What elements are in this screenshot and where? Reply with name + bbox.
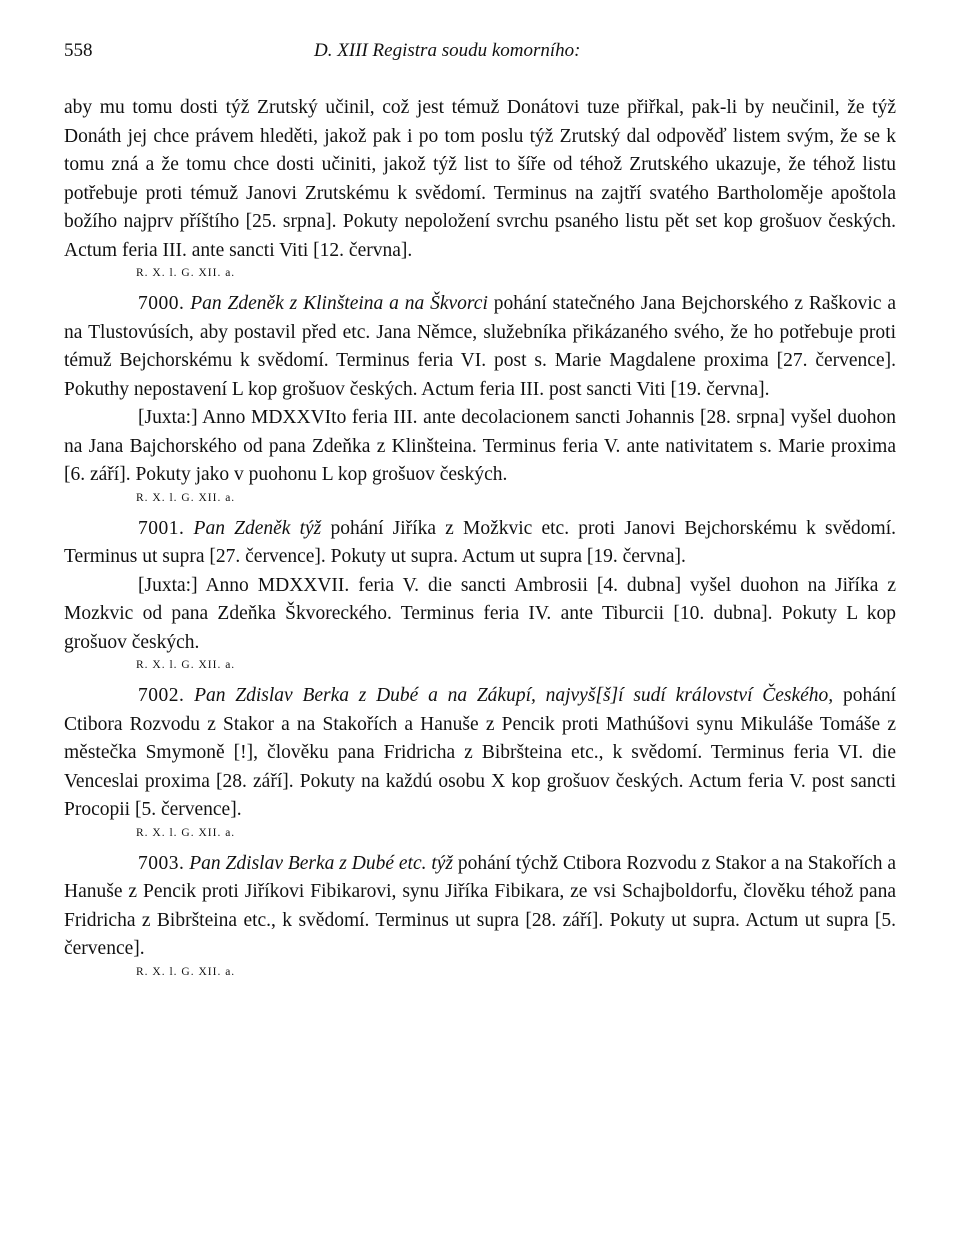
record-signature: R. X. l. G. XII. a. [136, 826, 236, 839]
paragraph-text: [Juxta:] Anno MDXXVII. feria V. die sancti Ambrosii [4. dubna] vyšel duohon na Jiříka z Mozkvic od pana Zdeňka Škvoreckého. Terminus feria IV. ante Tiburcii [10. dubna]. Pokuty L kop grošuov českých. [64, 574, 896, 653]
entry-7001 [64, 515, 896, 572]
entry-number: 7002. [138, 685, 185, 706]
entry-number: 7000. [138, 293, 185, 314]
entry-lead: Pan Zdeněk týž [193, 517, 322, 539]
running-head [64, 40, 896, 74]
entry-text: pohání Jiříka z Možkvic etc. proti Janovi Bejchorskému k svědomí. Terminus ut supra [27. července]. Pokuty ut supra. Actum ut supra [19. června]. [64, 517, 896, 567]
entry-7003 [64, 850, 896, 964]
entry-text: pohání Ctibora Rozvodu z Stakor a na Stakořích a Hanuše z Pencik proti Mathúšovi synu Mikuláše Tomáše z městečka Smymoně [!], člověku pana Fridricha z Bibršteina etc., k svědomí. Terminus feria VI. die Venceslai proxima [28. září]. Pokuty na každú osobu X kop grošuov českých. Actum feria V. post sancti Procopii [5. července]. [64, 685, 897, 820]
record-signature: R. X. l. G. XII. a. [136, 659, 236, 671]
juxta-note [64, 572, 896, 658]
paragraph-text: [Juxta:] Anno MDXXVIto feria III. ante decolacionem sancti Johannis [28. srpna] vyšel duohon na Jana Bajchorského od pana Zdeňka z Klinšteina. Terminus feria V. ante nativitatem s. Marie proxima [6. září]. Pokuty jako v puohonu L kop grošuov českých. [64, 407, 896, 485]
paragraph-text: aby mu tomu dosti týž Zrutský učinil, což jest témuž Donátovi tuze přiřkal, pak-li by neučinil, že týž Donáth jej chce právem hleděti, jakož pak i po tom poslu týž Zrutský dal odpověď listem svým, že se k tomu zná a že tomu chce dosti učiniti, jakož týž list to šíře od téhož Zrutského ukazuje, že téhož listu potřebuje proti témuž Janovi Zrutskému k svědomí. Terminus na zajtří svatého Bartholoměje apoštola božího najprv příštího [25. srpna]. Pokuty nepoložení svrchu psaného listu pět set kop grošuov českých. Actum feria III. ante sancti Viti [12. června]. [64, 97, 896, 261]
body-text [64, 94, 896, 980]
juxta-note [64, 404, 896, 490]
record-signature: R. X. l. G. XII. a. [136, 965, 236, 978]
running-title: D. XIII Registra soudu komorního: [314, 40, 581, 61]
entry-7000 [64, 290, 896, 404]
entry-number: 7003. [138, 852, 185, 874]
entry-text: pohání týchž Ctibora Rozvodu z Stakor a na Stakořích a Hanuše z Pencik proti Jiříkovi Fibikarovi, synu Jiříka Fibikara, ze vsi Schajboldorfu, člověku téhož pana Fridricha z Bibršteina etc., k svědomí. Terminus ut supra [28. září]. Pokuty ut supra. Actum ut supra [5. července]. [64, 852, 897, 959]
document-page [64, 40, 896, 989]
entry-lead: Pan Zdislav Berka z Dubé a na Zákupí, najvyš[š]í sudí království Českého, [194, 685, 834, 706]
record-signature: R. X. l. G. XII. a. [136, 491, 236, 504]
entry-text: pohání statečného Jana Bejchorského z Raškovic a na Tlustovúsích, aby postavil před etc. Jana Němce, služebníka přikázaného svého, že ho potřebuje proti témuž Bejchorskému k svědomí. Terminus feria VI. post s. Marie Magdalene proxima [27. července]. Pokuthy nepostavení L kop grošuov českých. Actum feria III. post sancti Viti [19. června]. [64, 293, 897, 400]
entry-7002 [64, 682, 896, 825]
entry-lead: Pan Zdeněk z Klinšteina a na Škvorci [190, 293, 488, 314]
entry-number: 7001. [138, 517, 185, 539]
record-signature: R. X. l. G. XII. a. [136, 267, 236, 279]
paragraph-continuation [64, 94, 896, 265]
page-number: 558 [64, 40, 93, 61]
entry-lead: Pan Zdislav Berka z Dubé etc. týž [189, 852, 454, 874]
